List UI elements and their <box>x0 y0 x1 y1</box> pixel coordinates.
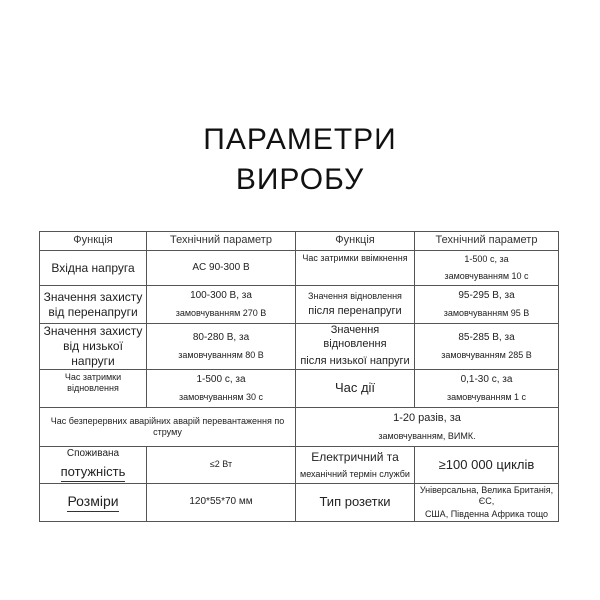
function-undervoltage-recovery <box>296 324 415 370</box>
label-line: механічний термін служби <box>300 468 410 479</box>
value-line: 1-500 с, за <box>464 254 509 265</box>
label-underlined: потужність <box>61 464 126 482</box>
header-function-1: Функція <box>40 232 147 251</box>
value-overvoltage-protection <box>147 286 296 324</box>
label-line <box>42 464 144 482</box>
label-line: після перенапруги <box>308 304 402 317</box>
function-overcurrent-continuous-alarms: Час безперервних аварійних аварій перевантаження по струму <box>40 408 296 447</box>
label-line: Споживана <box>66 447 120 459</box>
value-line: замовчуванням 285 В <box>441 349 532 360</box>
page-title-line-1: ПАРАМЕТРИ <box>203 123 397 156</box>
label-line: від низької напруги <box>63 339 123 368</box>
parameters-table <box>39 231 559 522</box>
table-row <box>40 286 559 324</box>
value-line: Універсальна, Велика Британія, ЄС, <box>419 484 554 506</box>
value-overvoltage-recovery <box>415 286 559 324</box>
label-line: від перенапруги <box>48 304 138 319</box>
table-row <box>40 370 559 408</box>
function-recovery-delay: Час затримки відновлення <box>40 370 147 408</box>
label-line: Значення захисту <box>43 289 143 304</box>
value-undervoltage-protection <box>147 324 296 370</box>
value-line: замовчуванням, ВИМК. <box>378 431 476 442</box>
header-function-2: Функція <box>296 232 415 251</box>
value-line: 1-20 разів, за <box>393 411 461 424</box>
value-line: 0,1-30 с, за <box>460 374 513 386</box>
label-line: Значення відновлення <box>323 324 387 351</box>
value-power-consumption: ≤2 Вт <box>147 447 296 484</box>
function-service-life <box>296 447 415 484</box>
value-recovery-delay <box>147 370 296 408</box>
value-dimensions: 120*55*70 мм <box>147 484 296 522</box>
value-service-life: ≥100 000 циклів <box>415 447 559 484</box>
label-line: Значення захисту <box>43 324 143 338</box>
table-row <box>40 484 559 522</box>
function-input-voltage: Вхідна напруга <box>40 251 147 286</box>
value-line: США, Південна Африка тощо <box>424 509 549 520</box>
function-undervoltage-protection <box>40 324 147 370</box>
value-undervoltage-recovery <box>415 324 559 370</box>
value-line: 95-295 В, за <box>458 290 515 302</box>
value-socket-type <box>415 484 559 522</box>
value-line: замовчуванням 1 с <box>446 391 527 402</box>
function-dimensions <box>40 484 147 522</box>
page-title-line-2: ВИРОБУ <box>235 163 365 196</box>
value-input-voltage: AC 90-300 В <box>147 251 296 286</box>
function-action-time: Час дії <box>296 370 415 408</box>
value-line: замовчуванням 95 В <box>443 307 530 318</box>
value-action-time <box>415 370 559 408</box>
label-line: Електричний та <box>311 449 399 464</box>
value-line: замовчуванням 80 В <box>178 349 264 360</box>
function-on-delay: Час затримки ввімкнення <box>296 251 415 286</box>
value-line: 80-280 В, за <box>192 332 250 344</box>
value-line: 85-285 В, за <box>458 332 515 344</box>
header-parameter-1: Технічний параметр <box>147 232 296 251</box>
label-line: Значення відновлення <box>308 290 402 301</box>
value-overcurrent-continuous-alarms <box>296 408 559 447</box>
header-parameter-2: Технічний параметр <box>415 232 559 251</box>
table-header-row <box>40 232 559 251</box>
table-row <box>40 447 559 484</box>
function-overvoltage-protection <box>40 286 147 324</box>
table-row <box>40 408 559 447</box>
value-line: 100-300 В, за <box>190 290 252 302</box>
label-line: після низької напруги <box>300 354 410 367</box>
value-line: замовчуванням 270 В <box>175 307 267 318</box>
function-power-consumption <box>40 447 147 484</box>
function-overvoltage-recovery <box>296 286 415 324</box>
value-line: замовчуванням 10 с <box>444 270 529 281</box>
function-socket-type: Тип розетки <box>296 484 415 522</box>
table-row <box>40 324 559 370</box>
table-row <box>40 251 559 286</box>
value-line: замовчуванням 30 с <box>178 391 264 402</box>
value-on-delay <box>415 251 559 286</box>
value-line: 1-500 с, за <box>196 374 246 386</box>
label-underlined: Розміри <box>67 493 118 513</box>
